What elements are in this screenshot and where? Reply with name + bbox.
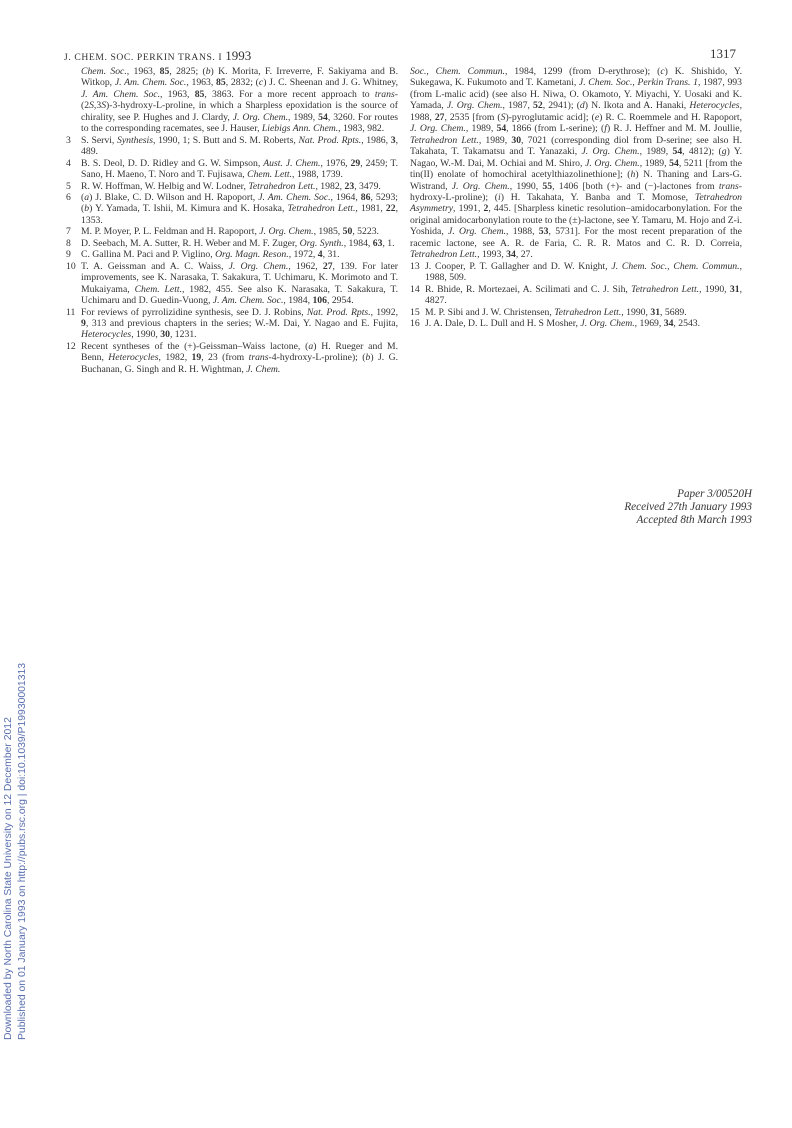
running-header bbox=[64, 48, 251, 64]
reference-8: 8 D. Seebach, M. A. Sutter, R. H. Weber and M. F. Zuger, Org. Synth., 1984, 63, 1. bbox=[66, 237, 395, 249]
paper-number: Paper 3/00520H bbox=[677, 488, 752, 500]
reference-12: 12 Recent syntheses of the (+)-Geissman–Waiss lactone, (a) H. Rueger and M. Benn, Heterocycles, 1982, 19, 23 (from trans-4-hydroxy-L-proline); (b) J. G. Buchanan, G. Singh and R. H. Wightman, J. Chem. bbox=[66, 340, 398, 375]
reference-3: 3 S. Servi, Synthesis, 1990, 1; S. Butt and S. M. Roberts, Nat. Prod. Rpts., 1986, 3, 489. bbox=[66, 134, 398, 158]
accepted-date: Accepted 8th March 1993 bbox=[636, 514, 752, 527]
paper-dates bbox=[520, 488, 752, 528]
download-watermark bbox=[2, 10, 36, 1040]
page-number: 1317 bbox=[710, 46, 736, 61]
published-line[interactable]: Published on 01 January 1993 on http://pubs.rsc.org | doi:10.1039/P19930001313 bbox=[17, 662, 28, 1040]
reference-13: 13 J. Cooper, P. T. Gallagher and D. W. Knight, J. Chem. Soc., Chem. Commun., 1988, 509. bbox=[410, 260, 742, 284]
reference-5: 5 R. W. Hoffman, W. Helbig and W. Lodner, Tetrahedron Lett., 1982, 23, 3479. bbox=[66, 180, 381, 192]
references-column-left bbox=[66, 66, 398, 375]
reference-10: 10 T. A. Geissman and A. C. Waiss, J. Org. Chem., 1962, 27, 139. For later improvements, see K. Narasaka, T. Sakakura, T. Uchimaru, K. Morimoto and T. Mukaiyama, Chem. Lett., 1982, 455. See also K. Narasaka, T. Sakakura, T. Uchimaru and D. Guedin-Vuong, J. Am. Chem. Soc., 1984, 106, 2954. bbox=[66, 260, 399, 307]
journal-year: 1993 bbox=[225, 48, 252, 63]
reference-14: 14 R. Bhide, R. Mortezaei, A. Scilimati and C. J. Sih, Tetrahedron Lett., 1990, 31, 4827. bbox=[410, 283, 742, 307]
references-column-right bbox=[410, 66, 742, 329]
reference-16: 16 J. A. Dale, D. L. Dull and H. S Mosher, J. Org. Chem., 1969, 34, 2543. bbox=[410, 317, 701, 329]
reference-9: 9 C. Gallina M. Paci and P. Viglino, Org. Magn. Reson., 1972, 4, 31. bbox=[66, 249, 340, 261]
reference-15: 15 M. P. Sibi and J. W. Christensen, Tetrahedron Lett., 1990, 31, 5689. bbox=[410, 306, 687, 318]
downloaded-line[interactable]: Downloaded by North Carolina State University on 12 December 2012 bbox=[3, 717, 14, 1040]
reference-4: 4 B. S. Deol, D. D. Ridley and G. W. Simpson, Aust. J. Chem., 1976, 29, 2459; T. Sano, H. Maeno, T. Noro and T. Fujisawa, Chem. Lett., 1988, 1739. bbox=[66, 157, 399, 181]
received-date: Received 27th January 1993 bbox=[624, 501, 752, 514]
reference-7: 7 M. P. Moyer, P. L. Feldman and H. Rapoport, J. Org. Chem., 1985, 50, 5223. bbox=[66, 226, 379, 238]
reference-6: 6 (a) J. Blake, C. D. Wilson and H. Rapoport, J. Am. Chem. Soc., 1964, 86, 5293; (b) Y. Yamada, T. Ishii, M. Kimura and K. Hosaka, Tetrahedron Lett., 1981, 22, 1353. bbox=[66, 191, 398, 226]
reference-12-continued: Soc., Chem. Commun., 1984, 1299 (from D-erythrose); (c) K. Shishido, Y. Sukegawa, K. Fukumoto and T. Kametani, J. Chem. Soc., Perkin Trans. 1, 1987, 993 (from L-malic acid) (see also H. Niwa, O. Okamoto, Y. Miyachi, Y. Uosaki and K. Yamada, J. Org. Chem., 1987, 52, 2941); (d) N. Ikota and A. Hanaki, Heterocycles, 1988, 27, 2535 [from (S)-pyroglutamic acid]; (e) R. C. Roemmele and H. Rapoport, J. Org. Chem., 1989, 54, 1866 (from L-serine); (f) R. J. Heffner and M. M. Joullie, Tetrahedron Lett., 1989, 30, 7021 (corresponding diol from D-serine; see also H. Takahata, T. Takamatsu and T. Yanazaki, J. Org. Chem., 1989, 54, 4812); (g) Y. Nagao, W.-M. Dai, M. Ochiai and M. Shiro, J. Org. Chem., 1989, 54, 5211 [from the tin(II) enolate of homochiral acetylthiazolinethione]; (h) N. Thaning and Lars-G. Wistrand, J. Org. Chem., 1990, 55, 1406 [both (+)- and (−)-lactones from trans-hydroxy-L-proline); (i) H. Takahata, Y. Banba and T. Momose, Tetrahedron Asymmetry, 1991, 2, 445. [Sharpless kinetic resolution–amidocarbonylation. For the original amidocarbonylation route to the (±)-lactone, see Y. Tamaru, M. Hojo and Z-i. Yoshida, J. Org. Chem., 1988, 53, 5731]. For the most recent preparation of the racemic lactone, see A. R. de Faria, C. R. R. Matos and C. R. D. Correia, Tetrahedron Lett., 1993, 34, 27. bbox=[410, 66, 743, 261]
journal-name: J. CHEM. SOC. PERKIN TRANS. I bbox=[64, 52, 223, 63]
reference-11: 11 For reviews of pyrrolizidine synthesis, see D. J. Robins, Nat. Prod. Rpts., 1992, 9, 313 and previous chapters in the series; W.-M. Dai, Y. Nagao and E. Fujita, Heterocycles, 1990, 30, 1231. bbox=[66, 306, 398, 341]
reference-2-continued: Chem. Soc., 1963, 85, 2825; (b) K. Morita, F. Irreverre, F. Sakiyama and B. Witkop, J. Am. Chem. Soc., 1963, 85, 2832; (c) J. C. Sheenan and J. G. Whitney, J. Am. Chem. Soc., 1963, 85, 3863. For a more recent approach to trans-(2S,3S)-3-hydroxy-L-proline, in which a Sharpless epoxidation is the source of chirality, see P. Hughes and J. Clardy, J. Org. Chem., 1989, 54, 3260. For routes to the corresponding racemates, see J. Hauser, Liebigs Ann. Chem., 1983, 982. bbox=[81, 66, 399, 135]
